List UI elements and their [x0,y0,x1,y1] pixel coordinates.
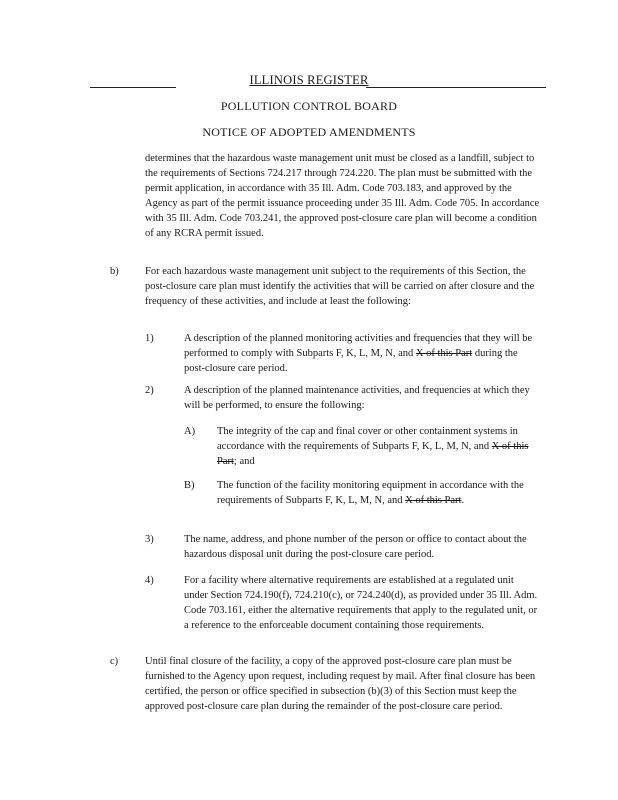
item-1-text: A description of the planned monitoring activities and frequencies that they will be performed to comply with Subparts F, K, L, M, N, and X of this Part during the post-closure care period. [184,333,533,374]
register-title: ILLINOIS REGISTER [249,73,369,87]
subsection-b-label: b) [110,266,119,277]
notice-title: NOTICE OF ADOPTED AMENDMENTS [202,125,416,139]
item-1-struck: X of this Part [415,348,473,359]
item-3-text: The name, address, and phone number of the person or office to contact about the hazardous disposal unit during the post-closure care period. [184,534,527,560]
item-2b-label: B) [184,480,195,491]
item-2b-struck: X of this Part [405,495,462,506]
item-2a-text: The integrity of the cap and final cover or other containment systems in accordance with the requirements of Subparts F, K, L, M, N, and X of this Part; and [217,426,529,467]
subsection-c-text: Until final closure of the facility, a copy of the approved post-closure care plan must be furnished to the Agency upon request, including request by mail. After final closure has been certified, the person or office specified in subsection (b)(3) of this Section must keep the approved post-closure care plan during the remainder of the post-closure care period. [145,656,536,712]
item-3-label: 3) [145,534,154,545]
item-1-label: 1) [145,333,154,344]
subsection-c-label: c) [110,656,119,667]
subsection-b-text: For each hazardous waste management unit subject to the requirements of this Section, the post-closure care plan must identify the activities that will be carried on after closure and the frequency of these activities, and include at least the following: [145,266,535,307]
item-2a-struck: X of this Part [217,441,529,467]
item-2b-text: The function of the facility monitoring equipment in accordance with the requirements of Subparts F, K, L, M, N, and X of this Part. [217,480,524,506]
board-name: POLLUTION CONTROL BOARD [220,99,398,113]
item-2-text: A description of the planned maintenance activities, and frequencies at which they will be performed, to ensure the following: [184,385,530,411]
item-4-text: For a facility where alternative requirements are established at a regulated unit under Section 724.190(f), 724.210(c), or 724.240(d), as provided under 35 Ill. Adm. Code 703.161, either the alternative requirements that apply to the regulated unit, or a reference to the enforceable document containing those requirements. [184,575,538,631]
item-2-label: 2) [145,385,154,396]
item-2a-label: A) [184,426,196,437]
item-4-label: 4) [145,575,154,586]
continuation-paragraph: determines that the hazardous waste management unit must be closed as a landfill, subject to the requirements of Sections 724.217 through 724.220. The plan must be submitted with the permit application, in accordance with 35 Ill. Adm. Code 703.183, and approved by the Agency as part of the permit issuance proceeding under 35 Ill. Adm. Code 705. In accordance with 35 Ill. Adm. Code 703.241, the approved post-closure care plan will become a condition of any RCRA permit issued. [145,153,540,239]
